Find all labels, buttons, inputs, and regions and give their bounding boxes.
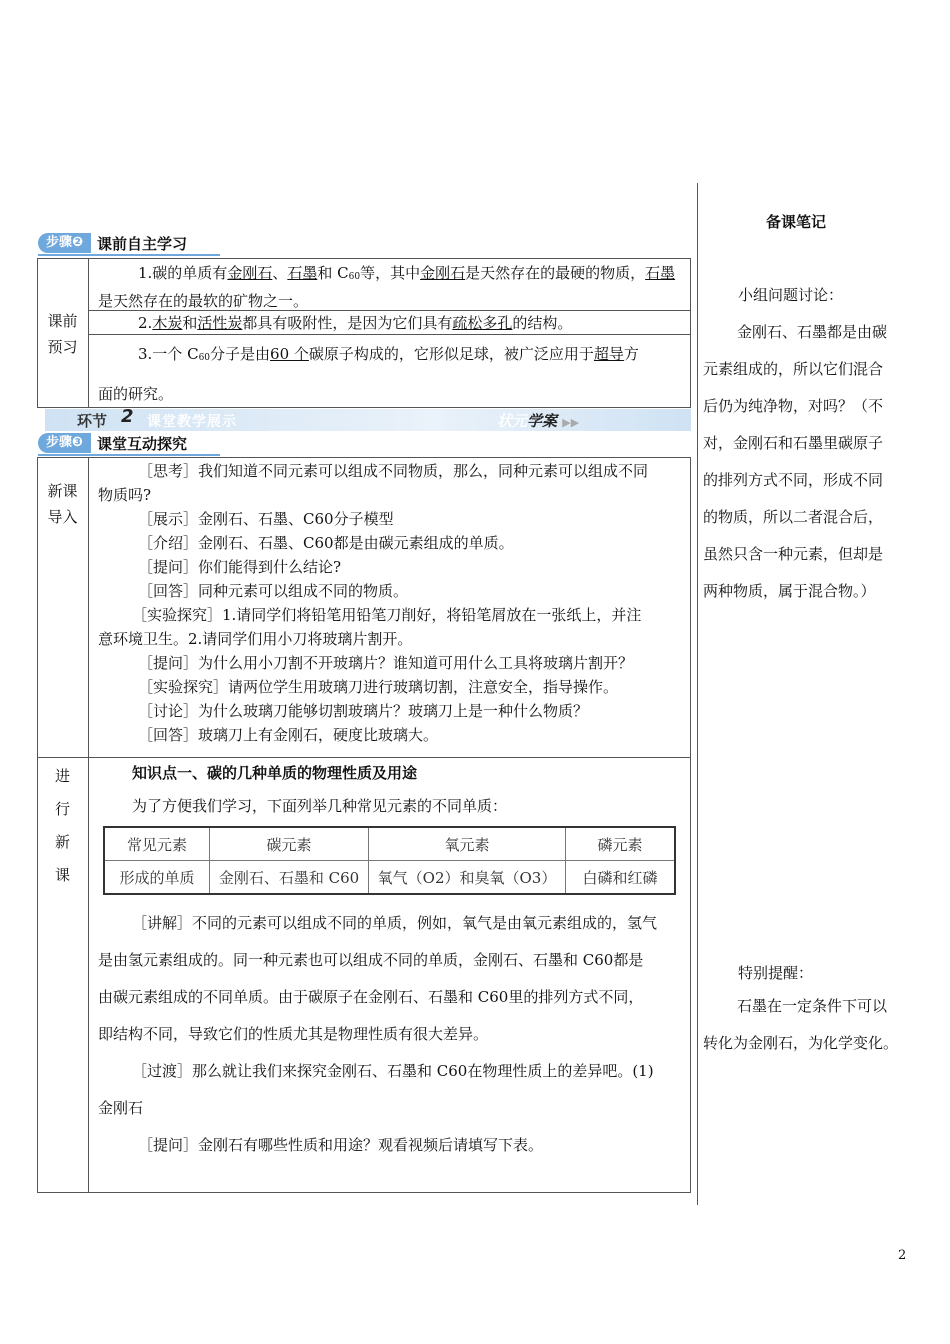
discussion-body [703, 314, 913, 610]
banner-mid-label: 课堂教学展示 [147, 414, 237, 430]
intro-line: ［实验探究］请两位学生用玻璃刀进行玻璃切割，注意安全，指导操作。 [138, 678, 619, 696]
step3-underline [38, 454, 220, 456]
table-intro-line: 为了方便我们学习，下面列举几种常见元素的不同单质： [132, 797, 508, 815]
intro-label: 新课 导入 [47, 482, 78, 526]
lesson-line: 金刚石 [98, 1099, 144, 1117]
discussion-line: 的物质，所以二者混合后， [703, 508, 884, 526]
table-header-cell: 碳元素 [210, 827, 369, 861]
lesson-line: ［提问］金刚石有哪些性质和用途？观看视频后请填写下表。 [138, 1136, 544, 1154]
table-header-cell: 常见元素 [104, 827, 210, 861]
sidebar-divider [697, 183, 698, 1205]
intro-line: ［讨论］为什么玻璃刀能够切割玻璃片？玻璃刀上是一种什么物质？ [138, 702, 589, 720]
intro-line: 意环境卫生。2.请同学们用小刀将玻璃片割开。 [98, 630, 413, 648]
table-header-cell: 氧元素 [369, 827, 566, 861]
lesson-line: 是由氢元素组成的。同一种元素也可以组成不同的单质，金刚石、石墨和 C60都是 [98, 951, 644, 969]
intro-line: ［展示］金刚石、石墨、C60分子模型 [138, 510, 394, 528]
discussion-line: 对，金刚石和石墨里碳原子 [703, 434, 884, 452]
step3-badge: 步骤❸ [38, 433, 91, 453]
discussion-line: 两种物质，属于混合物。） [703, 582, 876, 600]
discussion-line: 后仍为纯净物，对吗？（不 [703, 397, 884, 415]
discussion-title: 小组问题讨论： [738, 286, 844, 304]
intro-line: ［提问］你们能得到什么结论? [138, 558, 342, 576]
intro-content [98, 459, 688, 747]
intro-line: ［介绍］金刚石、石墨、C60都是由碳元素组成的单质。 [138, 534, 514, 552]
table-cell: 金刚石、石墨和 C60 [210, 861, 369, 895]
table-header-cell: 磷元素 [566, 827, 676, 861]
lesson-line: ［过渡］那么就让我们来探究金刚石、石墨和 C60在物理性质上的差异吧。(1) [132, 1062, 654, 1080]
main-right-border [690, 457, 691, 1193]
reminder-title: 特别提醒： [738, 964, 814, 982]
reminder-line: 转化为金刚石，为化学变化。 [703, 1034, 899, 1052]
preview-label: 课前 预习 [47, 312, 78, 356]
reminder-body [703, 988, 918, 1062]
table-cell: 氧气（O2）和臭氧（O3） [369, 861, 566, 895]
intro-line: ［思考］我们知道不同元素可以组成不同物质，那么，同种元素可以组成不同 [138, 462, 649, 480]
sidebar-title: 备课笔记 [766, 213, 827, 231]
table-header-row [104, 827, 675, 861]
newlesson-label: 进 行 新 课 [54, 767, 70, 884]
intro-line: 物质吗? [98, 486, 152, 504]
double-arrow-icon: ▶▶ [562, 416, 580, 429]
intro-line: ［回答］玻璃刀上有金刚石，硬度比玻璃大。 [138, 726, 439, 744]
table-row [104, 861, 675, 895]
main-mid-border [37, 757, 691, 758]
banner-right-label: 状元学案 ▶▶ [497, 412, 580, 430]
section-banner [45, 406, 691, 431]
lesson-line: 由碳元素组成的不同单质。由于碳原子在金刚石、石墨和 C60里的排列方式不同， [98, 988, 644, 1006]
main-top-border [37, 457, 691, 458]
lesson-line: 即结构不同，导致它们的性质尤其是物理性质有很大差异。 [98, 1025, 489, 1043]
preview-right-border [690, 258, 691, 408]
step2-bar [38, 233, 187, 253]
preview-top-border [37, 258, 691, 259]
discussion-line: 虽然只含一种元素，但却是 [703, 545, 884, 563]
table-cell: 形成的单质 [104, 861, 210, 895]
banner-left-label: 环节 [77, 412, 108, 430]
knowledge-heading: 知识点一、碳的几种单质的物理性质及用途 [132, 764, 418, 782]
lesson-line: ［讲解］不同的元素可以组成不同的单质，例如，氧气是由氧元素组成的，氢气 [132, 914, 658, 932]
intro-line: ［实验探究］1.请同学们将铅笔用铅笔刀削好，将铅笔屑放在一张纸上，并注 [132, 606, 642, 624]
main-label-divider [88, 457, 89, 1193]
step3-bar [38, 433, 187, 453]
intro-line: ［提问］为什么用小刀割不开玻璃片？谁知道可用什么工具将玻璃片割开？ [138, 654, 634, 672]
step3-title: 课堂互动探究 [97, 434, 188, 453]
page-number: 2 [898, 1248, 907, 1263]
step2-badge: 步骤❷ [38, 233, 91, 253]
preview-item-2: 2.木炭和活性炭都具有吸附性，是因为它们具有疏松多孔的结构。 [138, 314, 573, 332]
table-cell: 白磷和红磷 [566, 861, 676, 895]
preview-item-1: 1.碳的单质有金刚石、石墨和 $C_{60}$等，其中金刚石是天然存在的最硬的物质，石墨是天然存在的最软的矿物之一。 [98, 264, 676, 310]
discussion-line: 金刚石、石墨都是由碳 [737, 323, 888, 341]
step2-title: 课前自主学习 [97, 234, 188, 253]
preview-item-3: 3.一个 $C_{60}$分子是由60 个碳原子构成的，它形似足球，被广泛应用于超导方 面的研究。 [98, 345, 639, 403]
banner-number: 2 [121, 406, 134, 427]
intro-line: ［回答］同种元素可以组成不同的物质。 [138, 582, 409, 600]
discussion-line: 的排列方式不同，形成不同 [703, 471, 884, 489]
preview-label-divider [88, 258, 89, 408]
discussion-line: 元素组成的，所以它们混合 [703, 360, 884, 378]
elements-table [103, 826, 676, 895]
main-bottom-border [37, 1192, 691, 1193]
reminder-line: 石墨在一定条件下可以 [737, 997, 888, 1015]
lesson-paragraphs [98, 905, 688, 1164]
step2-underline [38, 254, 220, 256]
